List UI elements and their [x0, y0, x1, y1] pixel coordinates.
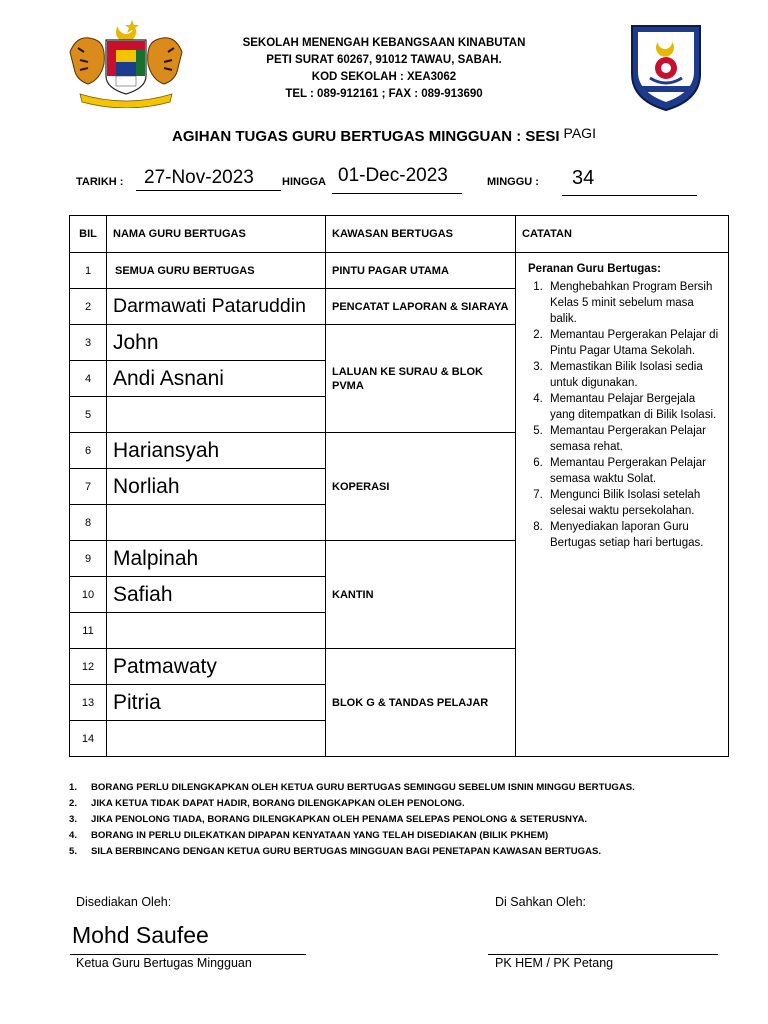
notes-cell: [516, 253, 729, 757]
footnote-number: 2.: [69, 798, 78, 809]
verified-by-field: [488, 920, 718, 955]
list-item: [69, 828, 729, 844]
school-header: [150, 35, 618, 103]
school-code: KOD SEKOLAH : XEA3062: [311, 71, 457, 83]
teacher-name: [107, 721, 326, 757]
date-label: TARIKH :: [76, 176, 124, 188]
footnote-number: 1.: [69, 782, 78, 793]
form-title: [0, 125, 768, 145]
footnote-text: BORANG PERLU DILENGKAPKAN OLEH KETUA GURU BERTUGAS SEMINGGU SEBELUM ISNIN MINGGU BERTUGAS.: [91, 782, 635, 793]
teacher-name: John: [107, 325, 326, 361]
row-number: 7: [70, 469, 107, 505]
row-number: 3: [70, 325, 107, 361]
verified-by-role: PK HEM / PK Petang: [495, 956, 614, 970]
table-row: [70, 253, 729, 289]
row-number: 10: [70, 577, 107, 613]
until-label: HINGGA: [282, 176, 326, 188]
row-number: 2: [70, 289, 107, 325]
list-item: [69, 812, 729, 828]
list-item: 1. Menghebahkan Program Bersih Kelas 5 minit sebelum masa balik.: [546, 279, 720, 327]
list-item: [69, 844, 729, 860]
header-name: NAMA GURU BERTUGAS: [107, 216, 326, 253]
teacher-name: Darmawati Pataruddin: [107, 289, 326, 325]
footnote-text: JIKA PENOLONG TIADA, BORANG DILENGKAPKAN OLEH PENAMA SELEPAS PENOLONG & SETERUSNYA.: [91, 814, 588, 825]
school-badge-icon: [628, 22, 704, 112]
header-area: KAWASAN BERTUGAS: [326, 216, 516, 253]
date-from-field: [136, 167, 281, 191]
duty-table: [69, 215, 729, 757]
row-number: 13: [70, 685, 107, 721]
footnote-text: SILA BERBINCANG DENGAN KETUA GURU BERTUGAS MINGGUAN BAGI PENETAPAN KAWASAN BERTUGAS.: [91, 846, 602, 857]
list-item: [69, 780, 729, 796]
row-number: 8: [70, 505, 107, 541]
header-notes: CATATAN: [516, 216, 729, 253]
row-number: 6: [70, 433, 107, 469]
row-number: 12: [70, 649, 107, 685]
prepared-by-role: Ketua Guru Bertugas Mingguan: [76, 956, 252, 970]
footnote-number: 3.: [69, 814, 78, 825]
date-to-field: [332, 165, 462, 194]
form-title-text: AGIHAN TUGAS GURU BERTUGAS MINGGUAN : SESI: [172, 128, 560, 145]
footnote-text: BORANG IN PERLU DILEKATKAN DIPAPAN KENYATAAN YANG TELAH DISEDIAKAN (BILIK PKHEM): [91, 830, 549, 841]
teacher-name: Pitria: [107, 685, 326, 721]
date-from-value: 27-Nov-2023: [144, 167, 254, 188]
duty-area: PINTU PAGAR UTAMA: [326, 253, 516, 289]
list-item: 5. Memantau Pergerakan Pelajar semasa rehat.: [546, 423, 720, 455]
list-item: 4. Memantau Pelajar Bergejala yang ditempatkan di Bilik Isolasi.: [546, 391, 720, 423]
teacher-name: [107, 397, 326, 433]
footnote-number: 4.: [69, 830, 78, 841]
row-number: 4: [70, 361, 107, 397]
teacher-name: [107, 505, 326, 541]
school-address: PETI SURAT 60267, 91012 TAWAU, SABAH.: [266, 54, 502, 66]
teacher-name: Norliah: [107, 469, 326, 505]
duty-area: PENCATAT LAPORAN & SIARAYA: [326, 289, 516, 325]
list-item: 3. Memastikan Bilik Isolasi sedia untuk digunakan.: [546, 359, 720, 391]
list-item: 2. Memantau Pergerakan Pelajar di Pintu Pagar Utama Sekolah.: [546, 327, 720, 359]
week-value: 34: [572, 167, 595, 189]
teacher-name: Patmawaty: [107, 649, 326, 685]
school-name: SEKOLAH MENENGAH KEBANGSAAN KINABUTAN: [242, 37, 526, 49]
duty-area: BLOK G & TANDAS PELAJAR: [326, 649, 516, 757]
teacher-name: [107, 613, 326, 649]
prepared-by-field: [70, 920, 306, 955]
row-number: 11: [70, 613, 107, 649]
duty-area: KOPERASI: [326, 433, 516, 541]
header-bil: BIL: [70, 216, 107, 253]
notes-list: [526, 279, 720, 551]
list-item: 6. Memantau Pergerakan Pelajar semasa waktu Solat.: [546, 455, 720, 487]
notes-title: Peranan Guru Bertugas:: [528, 263, 661, 275]
teacher-name: Hariansyah: [107, 433, 326, 469]
table-header-row: [70, 216, 729, 253]
row-number: 9: [70, 541, 107, 577]
footnotes: [69, 780, 729, 860]
teacher-name: Safiah: [107, 577, 326, 613]
week-label: MINGGU :: [487, 176, 539, 188]
duty-area: LALUAN KE SURAU & BLOK PVMA: [326, 325, 516, 433]
prepared-by-name: Mohd Saufee: [72, 922, 209, 948]
list-item: [69, 796, 729, 812]
session-value: PAGI: [563, 125, 596, 141]
teacher-name: Andi Asnani: [107, 361, 326, 397]
footnote-text: JIKA KETUA TIDAK DAPAT HADIR, BORANG DILENGKAPKAN OLEH PENOLONG.: [91, 798, 465, 809]
verified-by-label: Di Sahkan Oleh:: [495, 895, 587, 909]
prepared-by-label: Disediakan Oleh:: [76, 895, 172, 909]
row-number: 5: [70, 397, 107, 433]
duty-area: KANTIN: [326, 541, 516, 649]
footnote-number: 5.: [69, 846, 78, 857]
date-to-value: 01-Dec-2023: [338, 165, 448, 186]
row-number: 14: [70, 721, 107, 757]
teacher-name: SEMUA GURU BERTUGAS: [107, 253, 326, 289]
list-item: 8. Menyediakan laporan Guru Bertugas setiap hari bertugas.: [546, 519, 720, 551]
school-contact: TEL : 089-912161 ; FAX : 089-913690: [285, 88, 483, 100]
row-number: 1: [70, 253, 107, 289]
teacher-name: Malpinah: [107, 541, 326, 577]
week-field: [562, 167, 697, 196]
list-item: 7. Mengunci Bilik Isolasi setelah selesai waktu persekolahan.: [546, 487, 720, 519]
